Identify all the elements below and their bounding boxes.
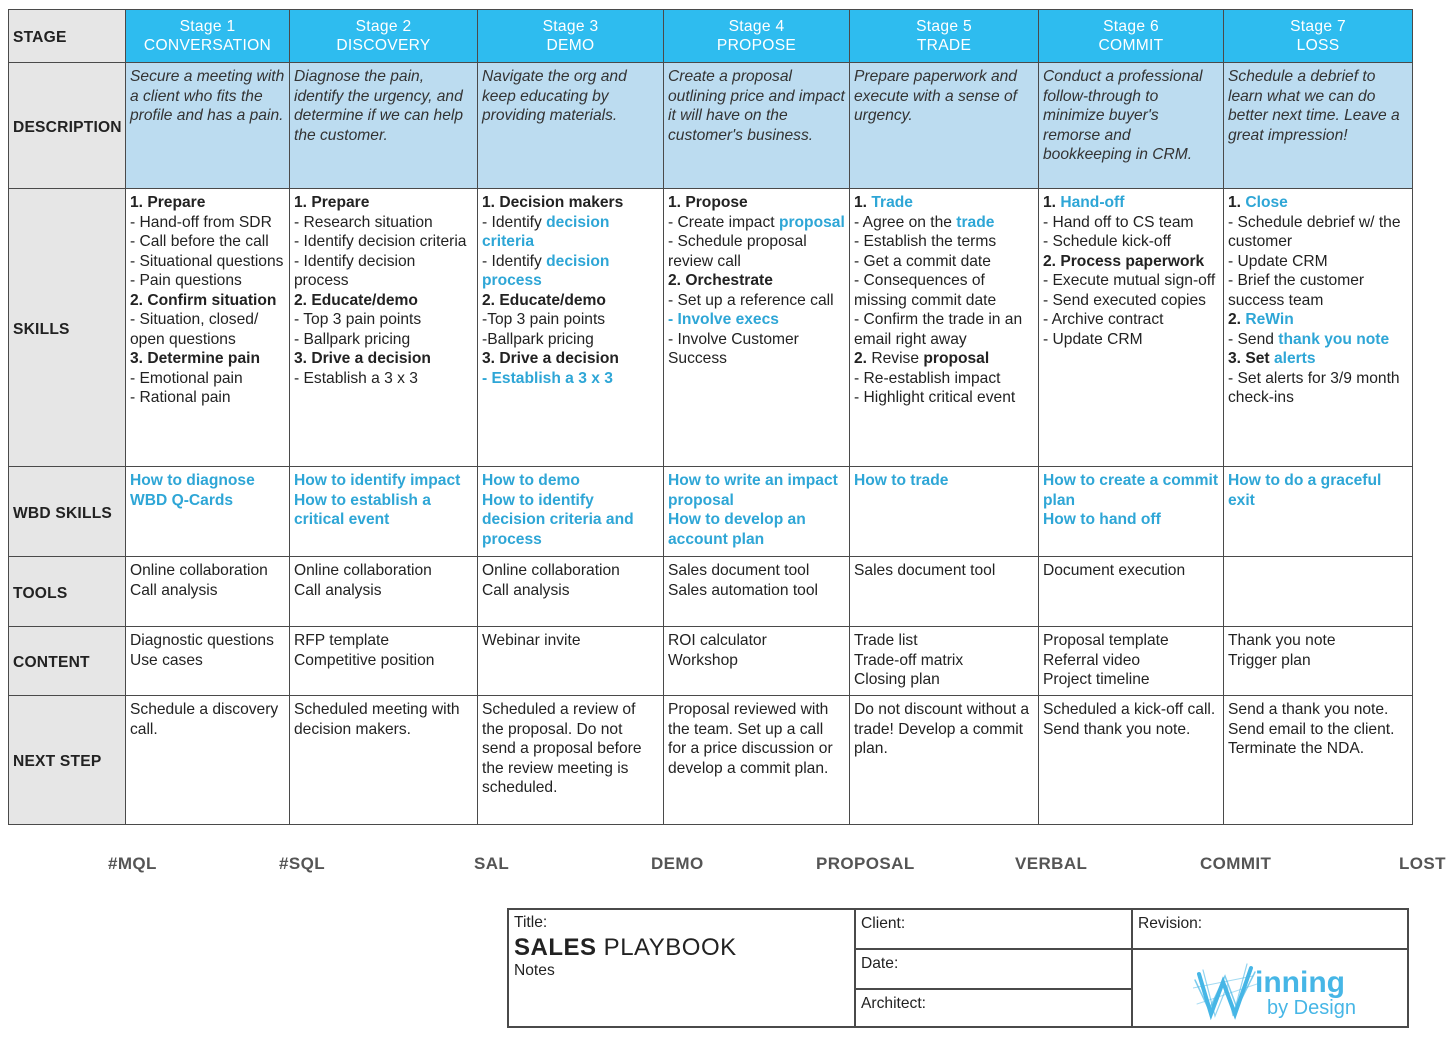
next-step-cell — [478, 696, 664, 825]
cell-line: Proposal template — [1043, 632, 1169, 649]
title-label: Title: — [514, 914, 548, 931]
tools-cell — [126, 557, 290, 627]
skill-line: - Involve Customer Success — [668, 330, 799, 367]
stage-header-4 — [664, 10, 850, 63]
wbd-skill-link[interactable]: How to develop an account plan — [668, 511, 806, 548]
skill-line: 3. Drive a decision — [294, 350, 431, 367]
skill-line — [1043, 193, 1219, 213]
cell-line: Send email to the client. — [1228, 720, 1395, 738]
next-step-cell — [1039, 696, 1224, 825]
skill-line: - Identify decision criteria — [294, 233, 467, 250]
skill-line: 1. Prepare — [130, 194, 206, 211]
skill-text: 2. — [1228, 311, 1246, 328]
cell-line: Sales document tool — [854, 562, 996, 579]
wbd-skills-cell — [478, 467, 664, 557]
skill-line: 2. Educate/demo — [482, 291, 606, 309]
stage-name: TRADE — [916, 37, 972, 54]
description-row — [9, 63, 1413, 189]
cell-line: Trade list — [854, 632, 918, 649]
stage-header-1 — [126, 10, 290, 63]
skills-cell — [1039, 189, 1224, 467]
cell-line: Thank you note — [1228, 632, 1336, 649]
cell-line: Terminate the NDA. — [1228, 740, 1365, 757]
row-header-skills: SKILLS — [9, 189, 126, 467]
skill-line: - Ballpark pricing — [294, 330, 411, 348]
skill-link-text[interactable]: Trade — [871, 194, 913, 211]
architect-cell — [856, 990, 1133, 1026]
stage-header-6 — [1039, 10, 1224, 63]
skill-text: 2. — [854, 350, 872, 367]
skill-line: - Pain questions — [130, 272, 242, 289]
stage-name: LOSS — [1296, 37, 1340, 54]
cell-line: Trigger plan — [1228, 651, 1311, 669]
wbd-skill-link[interactable]: How to demo — [482, 472, 580, 489]
sales-playbook-grid — [8, 9, 1412, 824]
stage-name: DEMO — [546, 37, 595, 54]
skill-line: - Identify decision process — [294, 252, 416, 289]
pipeline-label-sal: SAL — [474, 854, 510, 873]
row-header-next-step: NEXT STEP — [9, 696, 126, 825]
notes-label: Notes — [514, 962, 555, 979]
skills-row — [9, 189, 1413, 467]
skill-line: - Schedule debrief w/ the customer — [1228, 213, 1401, 250]
document-title-bold: SALES — [514, 934, 597, 961]
skills-cell — [1224, 189, 1413, 467]
wbd-skills-cell — [1224, 467, 1413, 557]
pipeline-label-proposal: PROPOSAL — [816, 854, 915, 873]
skill-line: 2. Educate/demo — [294, 291, 418, 309]
skill-text: - Identify — [482, 252, 547, 270]
skill-text: 1. — [854, 194, 872, 211]
skills-cell — [126, 189, 290, 467]
tools-cell — [1224, 557, 1413, 627]
row-header-stage: STAGE — [9, 10, 126, 63]
skill-line: 3. Determine pain — [130, 350, 260, 367]
architect-label: Architect: — [861, 995, 926, 1012]
skill-text: 1. — [1228, 194, 1246, 211]
client-cell — [856, 910, 1133, 950]
wbd-skill-link[interactable]: How to establish a critical event — [294, 491, 431, 528]
skill-text: - Create impact — [668, 213, 779, 231]
stage-header-7 — [1224, 10, 1413, 63]
skill-line — [1228, 193, 1408, 213]
next-step-cell — [850, 696, 1039, 825]
pipeline-label-sql: #SQL — [279, 854, 326, 873]
skill-line: - Call before the call — [130, 233, 269, 250]
stage-row — [9, 10, 1413, 63]
cell-line: Referral video — [1043, 651, 1141, 669]
cell-line: Scheduled a review of the proposal. Do not send a proposal before the review meeting is scheduled. — [482, 701, 642, 796]
skill-line: -Ballpark pricing — [482, 330, 594, 348]
document-title-rest: PLAYBOOK — [596, 934, 737, 961]
stage-header-5 — [850, 10, 1039, 63]
skill-line — [668, 213, 845, 233]
cell-line: Sales automation tool — [668, 581, 818, 599]
cell-line: Use cases — [130, 651, 203, 669]
content-cell — [478, 627, 664, 696]
tools-cell — [664, 557, 850, 627]
wbd-skills-cell — [290, 467, 478, 557]
title-cell — [509, 910, 856, 1026]
skill-line — [482, 213, 659, 252]
skill-line: 1. Decision makers — [482, 194, 624, 211]
skill-line: - Schedule kick-off — [1043, 233, 1171, 250]
wbd-skill-link[interactable]: How to write an impact proposal — [668, 472, 838, 509]
stage-name: COMMIT — [1098, 37, 1164, 54]
skill-link-text[interactable]: Close — [1245, 194, 1288, 211]
cell-line: Send a thank you note. — [1228, 701, 1389, 718]
date-label: Date: — [861, 955, 899, 972]
skills-cell — [850, 189, 1039, 467]
cell-line: Trade-off matrix — [854, 651, 964, 669]
skill-line: - Hand off to CS team — [1043, 213, 1194, 231]
skill-text: - Identify — [482, 213, 547, 231]
document-title — [514, 934, 849, 962]
cell-line: Call analysis — [130, 581, 218, 599]
skill-line — [1228, 349, 1408, 369]
pipeline-label-commit: COMMIT — [1200, 854, 1272, 873]
content-row — [9, 627, 1413, 696]
tools-cell — [1039, 557, 1224, 627]
skill-link-text[interactable]: proposal — [778, 213, 845, 231]
stage-name: DISCOVERY — [336, 37, 431, 54]
description-cell: Schedule a debrief to learn what we can do better next time. Leave a great impression! — [1224, 63, 1413, 189]
cell-line: Document execution — [1043, 562, 1186, 579]
stage-number: Stage 3 — [542, 18, 599, 35]
skill-line: - Confirm the trade in an email right away — [854, 311, 1023, 348]
skill-line: - Set alerts for 3/9 month check-ins — [1228, 369, 1400, 406]
cell-line: Call analysis — [294, 581, 382, 599]
skill-line: 2. Process paperwork — [1043, 252, 1205, 270]
cell-line: RFP template — [294, 632, 390, 649]
cell-line: Do not discount without a trade! Develop a commit plan. — [854, 701, 1030, 757]
date-cell — [856, 950, 1133, 990]
wbd-skill-link[interactable]: How to trade — [854, 472, 949, 489]
cell-line: Schedule a discovery call. — [130, 701, 279, 738]
skill-line: - Get a commit date — [854, 252, 991, 270]
stage-header-3 — [478, 10, 664, 63]
skill-text: proposal — [923, 350, 990, 367]
pipeline-label-demo: DEMO — [651, 854, 704, 873]
wbd-skill-link[interactable]: How to diagnose WBD Q-Cards — [130, 472, 255, 509]
skill-line: 3. Drive a decision — [482, 350, 619, 367]
next-step-cell — [664, 696, 850, 825]
skill-line: 1. Propose — [668, 194, 748, 211]
logo-sub-text: by Design — [1267, 997, 1356, 1019]
stage-number: Stage 2 — [355, 18, 412, 35]
skill-link-text[interactable]: trade — [956, 213, 995, 231]
revision-cell — [1133, 910, 1407, 950]
description-cell: Conduct a professional follow-through to minimize buyer's remorse and bookkeeping in CRM. — [1039, 63, 1224, 189]
skill-line — [854, 193, 1034, 213]
skill-line: - Rational pain — [130, 389, 231, 406]
skill-text: 1. — [1043, 194, 1061, 211]
skill-link-line[interactable]: - Establish a 3 x 3 — [482, 369, 613, 387]
logo-main-text: inning — [1255, 966, 1345, 999]
logo-cell — [1133, 950, 1407, 1026]
row-header-wbd-skills: WBD SKILLS — [9, 467, 126, 557]
description-cell: Diagnose the pain, identify the urgency, and determine if we can help the customer. — [290, 63, 478, 189]
wbd-skill-link[interactable]: How to identify decision criteria and process — [482, 491, 634, 548]
cell-line: Scheduled meeting with decision makers. — [294, 701, 460, 738]
tools-cell — [850, 557, 1039, 627]
wbd-skill-link[interactable]: How to hand off — [1043, 511, 1161, 528]
pipeline-label-lost: LOST — [1399, 854, 1446, 873]
skill-line: - Update CRM — [1043, 330, 1143, 348]
skill-line: - Consequences of missing commit date — [854, 272, 997, 309]
skill-line: - Update CRM — [1228, 252, 1328, 270]
skill-line: - Situational questions — [130, 252, 284, 270]
pipeline-label-verbal: VERBAL — [1015, 854, 1088, 873]
skill-line: - Emotional pain — [130, 369, 243, 387]
next-step-cell — [1224, 696, 1413, 825]
stage-header-2 — [290, 10, 478, 63]
skill-line: - Send executed copies — [1043, 291, 1206, 309]
skill-line — [1228, 310, 1408, 330]
skill-line: - Archive contract — [1043, 311, 1164, 328]
skill-link-text[interactable]: thank you note — [1278, 330, 1390, 348]
skill-line — [854, 213, 1034, 233]
row-header-tools: TOOLS — [9, 557, 126, 627]
cell-line: Send thank you note. — [1043, 720, 1191, 738]
wbd-skill-link[interactable]: How to create a commit plan — [1043, 472, 1219, 509]
skills-cell — [664, 189, 850, 467]
tools-cell — [478, 557, 664, 627]
client-label: Client: — [861, 915, 906, 932]
skill-text: - Agree on the — [854, 213, 957, 231]
playbook-table — [8, 9, 1413, 825]
next-step-cell — [126, 696, 290, 825]
title-block — [507, 908, 1409, 1028]
skill-text: - Send — [1228, 330, 1279, 348]
content-cell — [290, 627, 478, 696]
wbd-skill-link[interactable]: How to identify impact — [294, 472, 461, 489]
cell-line: Workshop — [668, 651, 738, 669]
content-cell — [664, 627, 850, 696]
wbd-skill-link[interactable]: How to do a graceful exit — [1228, 472, 1382, 509]
skills-cell — [478, 189, 664, 467]
skill-line: - Situation, closed/ open questions — [130, 311, 259, 348]
skill-line: 2. Orchestrate — [668, 272, 773, 289]
skill-line: 2. Confirm situation — [130, 291, 277, 309]
skill-line: 1. Prepare — [294, 194, 370, 211]
wbd-skills-cell — [664, 467, 850, 557]
cell-line: Online collaboration — [130, 562, 268, 579]
wbd-skills-cell — [126, 467, 290, 557]
stage-name: PROPOSE — [716, 37, 797, 54]
row-header-description: DESCRIPTION — [9, 63, 126, 189]
cell-line: Scheduled a kick-off call. — [1043, 701, 1216, 718]
skill-line: - Execute mutual sign-off — [1043, 272, 1216, 289]
skill-line: - Establish a 3 x 3 — [294, 369, 418, 387]
wbd-skills-row — [9, 467, 1413, 557]
stage-name: CONVERSATION — [143, 37, 272, 54]
description-cell: Create a proposal outlining price and impact it will have on the customer's business. — [664, 63, 850, 189]
skills-cell — [290, 189, 478, 467]
cell-line: Online collaboration — [482, 562, 620, 579]
cell-line: Proposal reviewed with the team. Set up a call for a price discussion or develop a commit plan. — [668, 701, 833, 777]
skill-link-text[interactable]: alerts — [1273, 350, 1316, 367]
stage-number: Stage 1 — [179, 18, 236, 35]
skill-text: 3. Set — [1228, 350, 1274, 367]
skill-link-line[interactable]: - Involve execs — [668, 311, 779, 328]
cell-line: Competitive position — [294, 651, 435, 669]
revision-label: Revision: — [1138, 915, 1203, 932]
cell-line: ROI calculator — [668, 632, 767, 649]
cell-line: Webinar invite — [482, 632, 581, 649]
skill-line: - Highlight critical event — [854, 389, 1016, 406]
skill-link-text[interactable]: ReWin — [1245, 311, 1294, 328]
next-step-cell — [290, 696, 478, 825]
skill-line — [854, 349, 1034, 369]
cell-line: Diagnostic questions — [130, 632, 274, 649]
skill-link-text[interactable]: decision criteria — [482, 213, 610, 250]
winning-by-design-logo — [1193, 954, 1363, 1022]
skill-line: - Re-establish impact — [854, 369, 1001, 387]
stage-number: Stage 4 — [728, 18, 785, 35]
logo-w-mark-icon — [1193, 964, 1257, 1016]
skill-text: Revise — [871, 350, 924, 367]
cell-line: Project timeline — [1043, 671, 1150, 688]
skill-line: - Schedule proposal review call — [668, 233, 807, 270]
cell-line: Online collaboration — [294, 562, 432, 579]
cell-line: Call analysis — [482, 581, 570, 599]
content-cell — [126, 627, 290, 696]
skill-line: - Top 3 pain points — [294, 311, 422, 328]
description-cell: Prepare paperwork and execute with a sense of urgency. — [850, 63, 1039, 189]
row-header-content: CONTENT — [9, 627, 126, 696]
cell-line: Sales document tool — [668, 562, 810, 579]
description-cell: Secure a meeting with a client who fits the profile and has a pain. — [126, 63, 290, 189]
skill-line: - Brief the customer success team — [1228, 272, 1365, 309]
wbd-skills-cell — [1039, 467, 1224, 557]
cell-line: Closing plan — [854, 671, 940, 688]
tools-row — [9, 557, 1413, 627]
skill-link-text[interactable]: Hand-off — [1060, 194, 1125, 211]
stage-number: Stage 7 — [1290, 18, 1346, 35]
skill-line: - Establish the terms — [854, 233, 997, 250]
tools-cell — [290, 557, 478, 627]
pipeline-stage-labels — [0, 854, 1456, 878]
wbd-skills-cell — [850, 467, 1039, 557]
next-step-row — [9, 696, 1413, 825]
skill-line — [482, 252, 659, 291]
skill-line: -Top 3 pain points — [482, 311, 606, 328]
skill-link-text[interactable]: decision process — [482, 252, 610, 289]
stage-number: Stage 5 — [916, 18, 972, 35]
skill-line: - Hand-off from SDR — [130, 213, 272, 231]
pipeline-label-mql: #MQL — [108, 854, 157, 873]
skill-line: - Research situation — [294, 213, 433, 231]
content-cell — [1224, 627, 1413, 696]
skill-line — [1228, 330, 1408, 350]
stage-number: Stage 6 — [1103, 18, 1159, 35]
description-cell: Navigate the org and keep educating by providing materials. — [478, 63, 664, 189]
content-cell — [850, 627, 1039, 696]
skill-line: - Set up a reference call — [668, 291, 834, 309]
content-cell — [1039, 627, 1224, 696]
